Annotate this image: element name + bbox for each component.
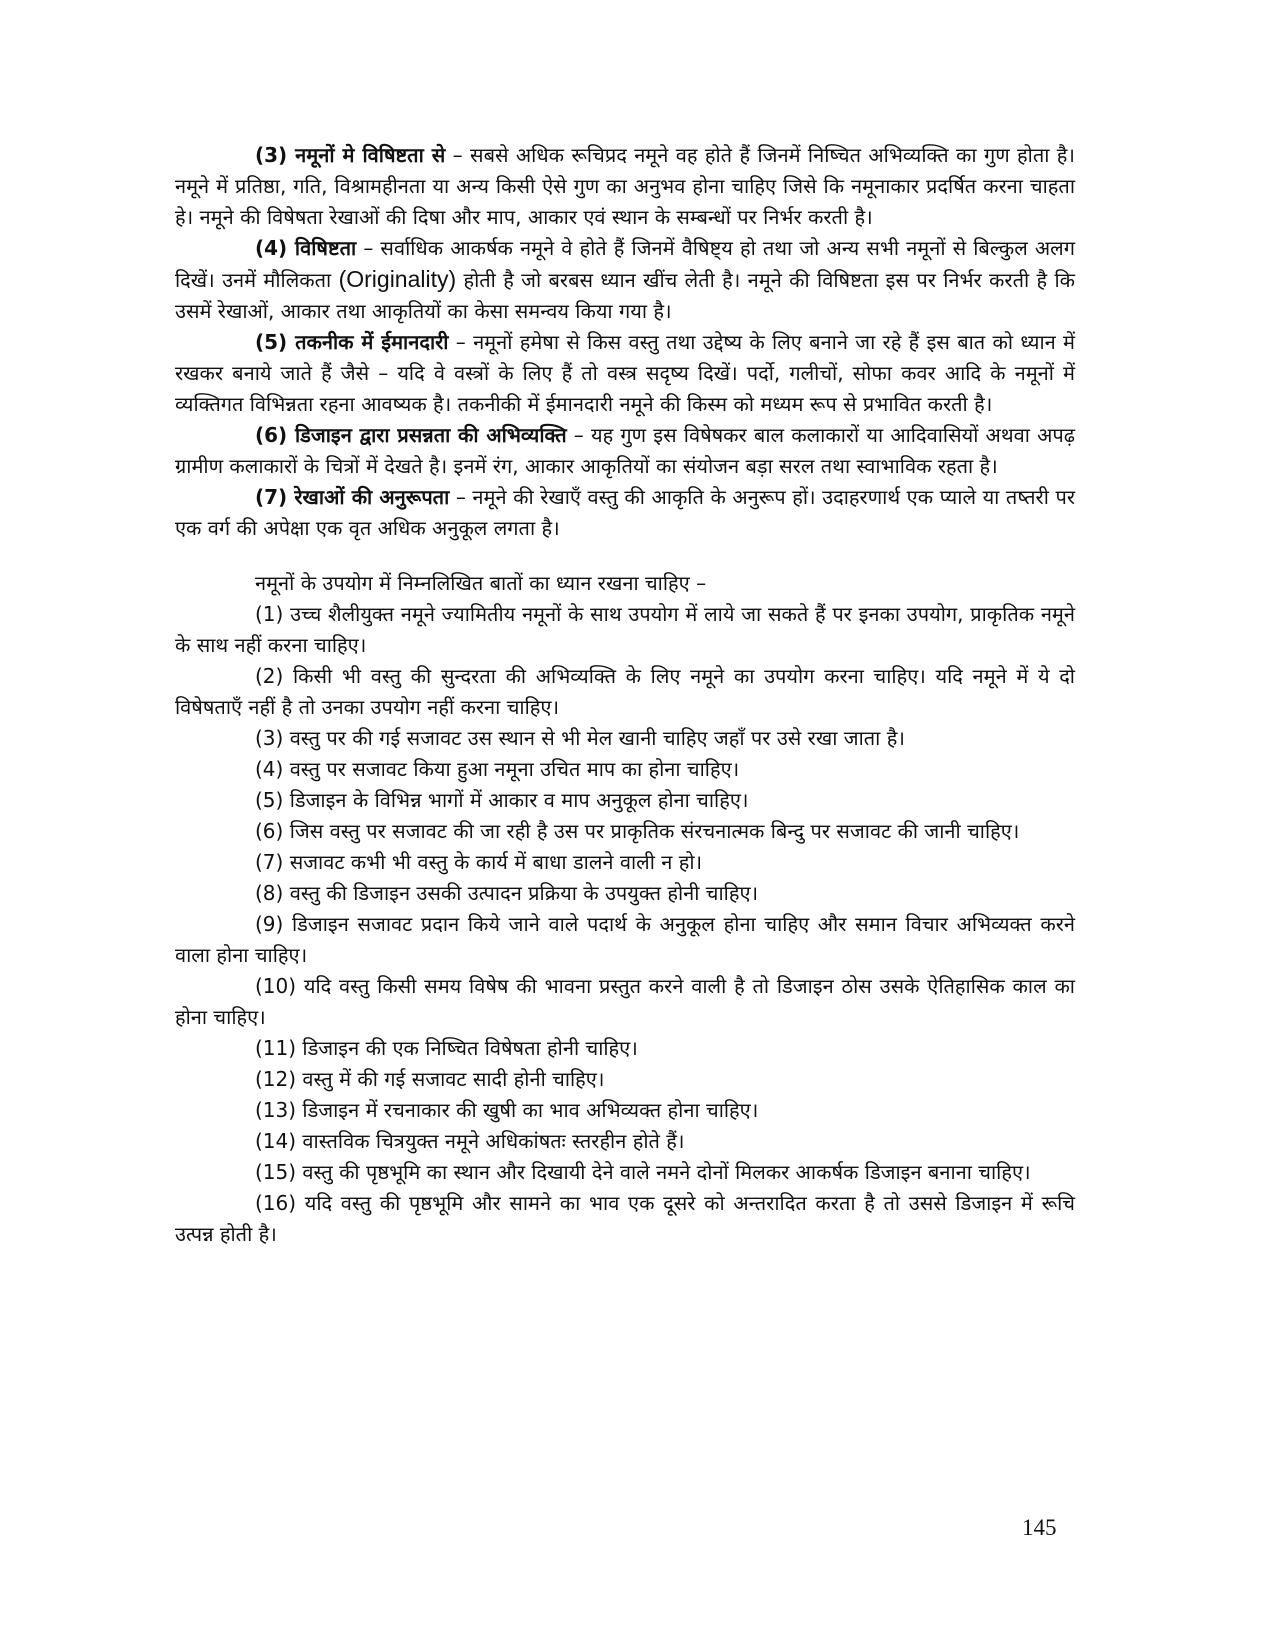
heading-specialty-in-patterns: (3) नमूनों मे विषिष्टता से (255, 143, 446, 167)
paragraph-specialty-in-patterns (175, 140, 1075, 233)
page-number: 145 (1022, 1515, 1057, 1540)
usage-point: (16) यदि वस्तु की पृष्ठभूमि और सामने का भाव एक दूसरे को अन्तरादित करता है तो उससे डिजाइन में रूचि उत्पन्न होती है। (175, 1191, 1075, 1246)
usage-point: (5) डिजाइन के विभिन्न भागों में आकार व माप अनुकूल होना चाहिए। (255, 788, 749, 812)
paragraph-uniqueness (175, 233, 1075, 327)
usage-intro: नमूनों के उपयोग में निम्नलिखित बातों का ध्यान रखना चाहिए – (255, 571, 707, 595)
usage-point: (8) वस्तु की डिजाइन उसकी उत्पादन प्रक्रिया के उपयुक्त होनी चाहिए। (255, 881, 759, 905)
usage-point: (1) उच्च शैलीयुक्त नमूने ज्यामितीय नमूनों के साथ उपयोग में लाये जा सकते हैं पर इनका उपयोग, प्राकृतिक नमूने के साथ नहीं करना चाहिए। (175, 602, 1075, 657)
originality-term: (Originality) (338, 266, 457, 292)
usage-point: (7) सजावट कभी भी वस्तु के कार्य में बाधा डालने वाली न हो। (255, 850, 703, 874)
usage-point: (2) किसी भी वस्तु की सुन्दरता की अभिव्यक्ति के लिए नमूने का उपयोग करना चाहिए। यदि नमूने में ये दो विषेषताएँ नहीं है तो उनका उपयोग नहीं करना चाहिए। (175, 664, 1075, 719)
usage-point: (6) जिस वस्तु पर सजावट की जा रही है उस पर प्राकृतिक संरचनात्मक बिन्दु पर सजावट की जानी चाहिए। (255, 819, 1020, 843)
text-honesty-in-technique: – नमूनों हमेषा से किस वस्तु तथा उद्देष्य के लिए बनाने जा रहे हैं इस बात को ध्यान में रखकर बनाये जाते हैं जैसे – यदि वे वस्त्रों के लिए हैं तो वस्त्र सदृष्य दिखें। पर्दो, गलीचों, सोफा कवर आदि के नमूनों में व्यक्तिगत विभिन्नता रहना आवष्यक है। तकनीकी में ईमानदारी नमूने की किस्म को मध्यम रूप से प्रभावित करती है। (175, 330, 1075, 416)
usage-point: (9) डिजाइन सजावट प्रदान किये जाने वाले पदार्थ के अनुकूल होना चाहिए और समान विचार अभिव्यक्त करने वाला होना चाहिए। (175, 912, 1075, 967)
usage-point: (14) वास्तविक चित्रयुक्त नमूने अधिकांषतः स्तरहीन होते हैं। (255, 1129, 685, 1153)
paragraph-honesty-in-technique (175, 327, 1075, 420)
usage-point: (4) वस्तु पर सजावट किया हुआ नमूना उचित माप का होना चाहिए। (255, 757, 740, 781)
paragraph-expression-of-joy (175, 420, 1075, 482)
heading-line-conformity: (7) रेखाओं की अनुरूपता (255, 485, 450, 509)
usage-point: (11) डिजाइन की एक निष्चित विषेषता होनी चाहिए। (255, 1036, 638, 1060)
heading-honesty-in-technique: (5) तकनीक में ईमानदारी (255, 330, 449, 354)
text-line-conformity: – नमूने की रेखाएँ वस्तु की आकृति के अनुरूप हों। उदाहरणार्थ एक प्याले या तष्तरी पर एक वर्ग की अपेक्षा एक वृत अधिक अनुकूल लगता है। (175, 485, 1076, 540)
paragraph-line-conformity (175, 482, 1075, 544)
text-expression-of-joy: – यह गुण इस विषेषकर बाल कलाकारों या आदिवासियों अथवा अपढ़ ग्रामीण कलाकारों के चित्रों में देखते है। इनमें रंग, आकार आकृतियों का संयोजन बड़ा सरल तथा स्वाभाविक रहता है। (175, 423, 1075, 478)
heading-uniqueness: (4) विषिष्टता (255, 236, 357, 260)
text-specialty-in-patterns: – सबसे अधिक रूचिप्रद नमूने वह होते हैं जिनमें निष्चित अभिव्यक्ति का गुण होता है। नमूने में प्रतिष्ठा, गति, विश्रामहीनता या अन्य किसी ऐसे गुण का अनुभव होना चाहिए जिसे कि नमूनाकार प्रदर्षित करना चाहता हे। नमूने की विषेषता रेखाओं की दिषा और माप, आकार एवं स्थान के सम्बन्धों पर निर्भर करती है। (175, 143, 1076, 229)
usage-point: (3) वस्तु पर की गई सजावट उस स्थान से भी मेल खानी चाहिए जहाँ पर उसे रखा जाता है। (255, 726, 905, 750)
section-gap (175, 544, 1075, 568)
text-uniqueness: – सर्वाधिक आकर्षक नमूने वे होते हैं जिनमें वैषिष्ट्य हो तथा जो अन्य सभी नमूनों से बिल्कुल अलग दिखें। उनमें मौलिकता (175, 236, 1075, 292)
usage-point: (10) यदि वस्तु किसी समय विषेष की भावना प्रस्तुत करने वाली है तो डिजाइन ठोस उसके ऐतिहासिक काल का होना चाहिए। (175, 974, 1075, 1029)
text-uniqueness-after: होती है जो बरबस ध्यान खींच लेती है। नमूने की विषिष्टता इस पर निर्भर करती है कि उसमें रेखाओं, आकार तथा आकृतियों का केसा समन्वय किया गया है। (175, 268, 1076, 323)
heading-expression-of-joy: (6) डिजाइन द्वारा प्रसन्नता की अभिव्यक्ति (255, 423, 567, 447)
usage-point: (12) वस्तु में की गई सजावट सादी होनी चाहिए। (255, 1067, 605, 1091)
usage-point: (13) डिजाइन में रचनाकार की खुषी का भाव अभिव्यक्त होना चाहिए। (255, 1098, 759, 1122)
page-body (175, 140, 1075, 1250)
usage-point: (15) वस्तु की पृष्ठभूमि का स्थान और दिखायी देने वाले नमने दोनों मिलकर आकर्षक डिजाइन बनाना चाहिए। (255, 1160, 1031, 1184)
